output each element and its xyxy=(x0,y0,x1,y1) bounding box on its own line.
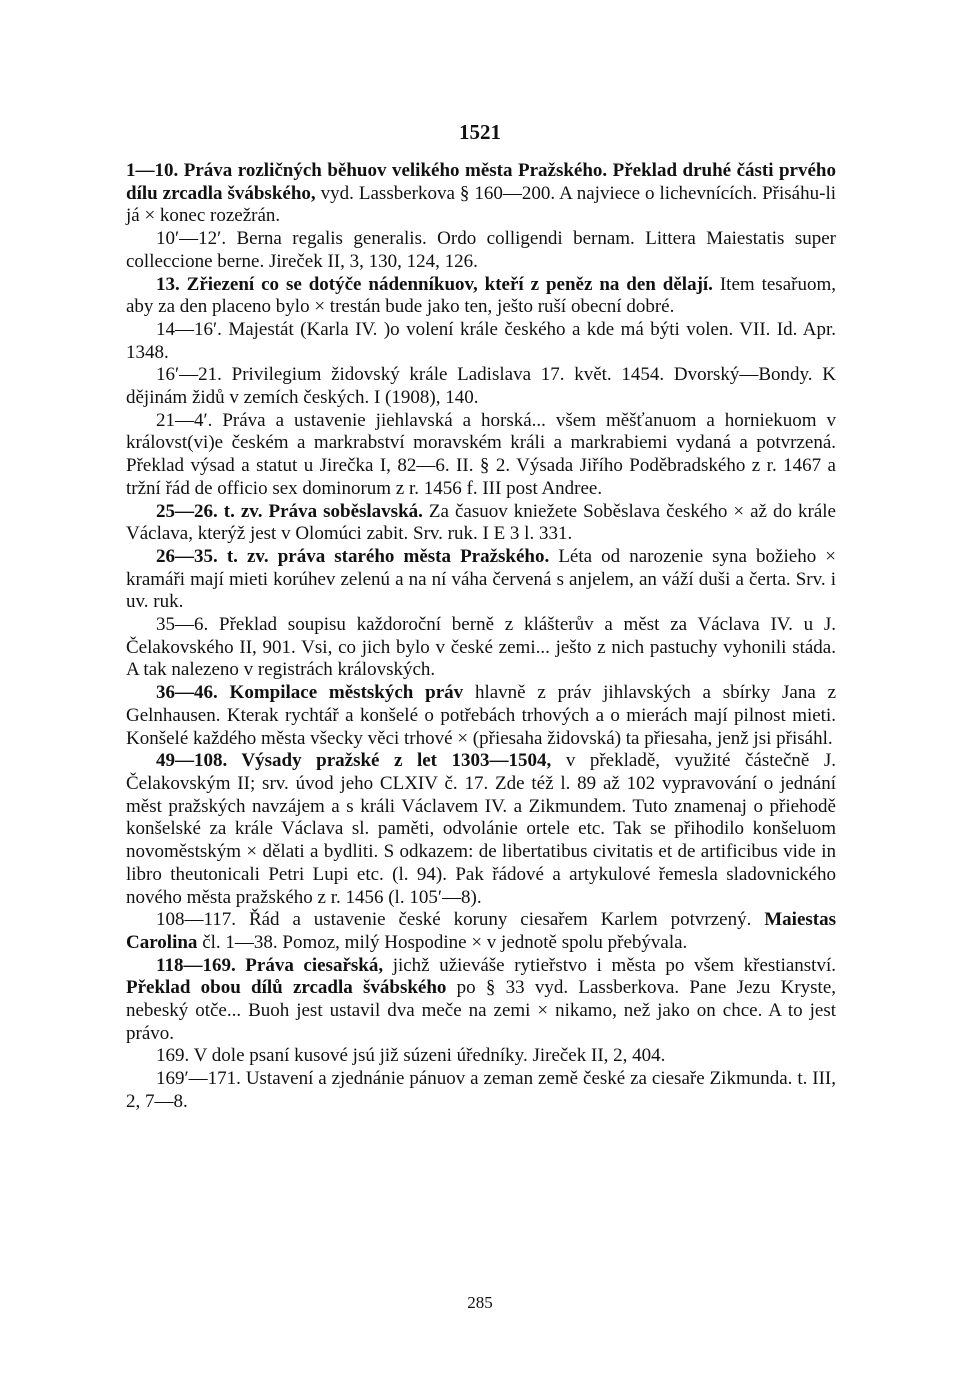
entry xyxy=(126,228,836,273)
body-text xyxy=(126,160,836,1114)
entry-bold-text: Překlad obou dílů zrcadla švábského xyxy=(126,977,447,999)
entry-text: 169. V dole psaní kusové jsú již súzeni úředníky. Jireček II, 2, 404. xyxy=(156,1045,666,1067)
entry xyxy=(126,614,836,682)
entry xyxy=(126,364,836,409)
entry-bold-text: 26—35. t. zv. práva starého města Pražského. xyxy=(156,545,550,567)
entry-text: v překladě, využité částečně J. Čelakovským II; srv. úvod jeho CLXIV č. 17. Zde též l. 89 až 102 vypravování o jednání měst pražských navzájem a s králi Václavem IV. a Zikmundem. Tuto znamenaj o přiehodě konšelské za krále Václava sl. paměti, odvolánie ortele etc. Tak se přihodilo konšeluom novoměstským × dělati a bydliti. S odkazem: de libertatibus civitatis et de artificibus vide in libro theutonicali Petri Lupi etc. (l. 94). Pak řádové a artykulové řemesla sladovnického nového města pražského z r. 1456 (l. 105′—8). xyxy=(126,750,837,908)
entry-text: 21—4′. Práva a ustavenie jiehlavská a horská... všem měšťanuom a horniekuom v královst(vi)e českém a markrabství moravském králi a markrabiemi vydaná a potvrzená. Překlad výsad a statut u Jirečka I, 82—6. II. § 2. Výsada Jiřího Poděbradského z r. 1467 a tržní řád de officio sex dominorum z r. 1456 f. III post Andree. xyxy=(126,409,836,499)
page-number-bottom: 285 xyxy=(467,1293,493,1312)
entry-bold-text: 36—46. Kompilace městských práv xyxy=(156,682,464,704)
entry xyxy=(126,160,836,228)
entry-text: 14—16′. Majestát (Karla IV. )o volení krále českého a kde má býti volen. VII. Id. Apr. 1348. xyxy=(126,318,836,363)
entry-text: 16′—21. Privilegium židovský krále Ladislava 17. květ. 1454. Dvorský—Bondy. K dějinám židů v zemích českých. I (1908), 140. xyxy=(126,364,836,409)
entry xyxy=(126,955,836,1046)
entry-text: po § 33 vyd. Lassberkova. Pane Jezu Kryste, nebeský otče... Buoh jest ustavil dva meče na zemi × nikamo, než jako on chce. A to jest právo. xyxy=(126,977,836,1044)
entry-text: Léta od narozenie syna božieho × kramáři mají mieti korúhev zelenú a na ní váha červená s anjelem, an váží duši a čerta. Srv. i uv. ruk. xyxy=(126,545,836,613)
entry xyxy=(126,274,836,319)
entry-text: Item tesařuom, aby za den placeno bylo × trestán bude jako ten, ješto ruší obecní dobré. xyxy=(126,273,836,318)
entry xyxy=(126,546,836,614)
entry-text: 10′—12′. Berna regalis generalis. Ordo colligendi bernam. Littera Maiestatis super colleccione berne. Jireček II, 3, 130, 124, 126. xyxy=(126,228,836,272)
entry-bold-text: Maiestas Carolina xyxy=(126,909,836,953)
entry-bold-text: 25—26. t. zv. Práva soběslavská. xyxy=(156,500,423,522)
page-number-top: 1521 xyxy=(459,120,501,144)
entry-bold-text: 13. Zřiezení co se dotýče nádenníkuov, kteří z peněz na den dělají. xyxy=(156,273,713,295)
entry-bold-text: 118—169. Práva ciesařská, xyxy=(156,954,384,976)
entry-text: Za časuov kniežete Soběslava českého × až do krále Václava, kterýž jest v Olomúci zabit. Srv. ruk. I E 3 l. 331. xyxy=(126,500,836,545)
entry-bold-text: 1—10. Práva rozličných běhuov velikého města Pražského. Překlad druhé části prvého dílu zrcadla švábského, xyxy=(126,160,836,204)
entry xyxy=(126,501,836,546)
entry xyxy=(126,319,836,364)
entry xyxy=(126,410,836,501)
entry xyxy=(126,1045,836,1068)
entry-text: čl. 1—38. Pomoz, milý Hospodine × v jednotě spolu přebývala. xyxy=(197,931,688,953)
entry xyxy=(126,682,836,750)
entry-text: jichž užieváše rytieřstvo i města po všem křestianství. xyxy=(383,954,836,976)
entry-text: 108—117. Řád a ustavenie české koruny ciesařem Karlem potvrzený. xyxy=(156,909,752,931)
entry-text: 169′—171. Ustavení a zjednánie pánuov a zeman země české za ciesaře Zikmunda. t. III, 2, 7—8. xyxy=(126,1068,836,1112)
entry-text: vyd. Lassberkova § 160—200. A najviece o lichevnících. Přisáhu-li já × konec rozežrán. xyxy=(126,182,836,227)
entry xyxy=(126,750,836,909)
entry xyxy=(126,909,836,954)
entry xyxy=(126,1068,836,1113)
entry-text: hlavně z práv jihlavských a sbírky Jana z Gelnhausen. Kterak rychtář a konšelé o potřebách trhových a o mierách mají pilnost mieti. Konšelé každého města všecky věci trhové × (přiesaha židovská) ta přiesaha, jenž jsi přisáhl. xyxy=(126,682,837,749)
entry-text: 35—6. Překlad soupisu každoroční berně z klášterův a měst za Václava IV. u J. Čelakovského II, 901. Vsi, co jich bylo v české zemi... ješto z nich pastuchy vyhonili stáda. A tak nalezeno v registrách královských. xyxy=(126,614,836,681)
entry-bold-text: 49—108. Výsady pražské z let 1303—1504, xyxy=(156,750,552,772)
